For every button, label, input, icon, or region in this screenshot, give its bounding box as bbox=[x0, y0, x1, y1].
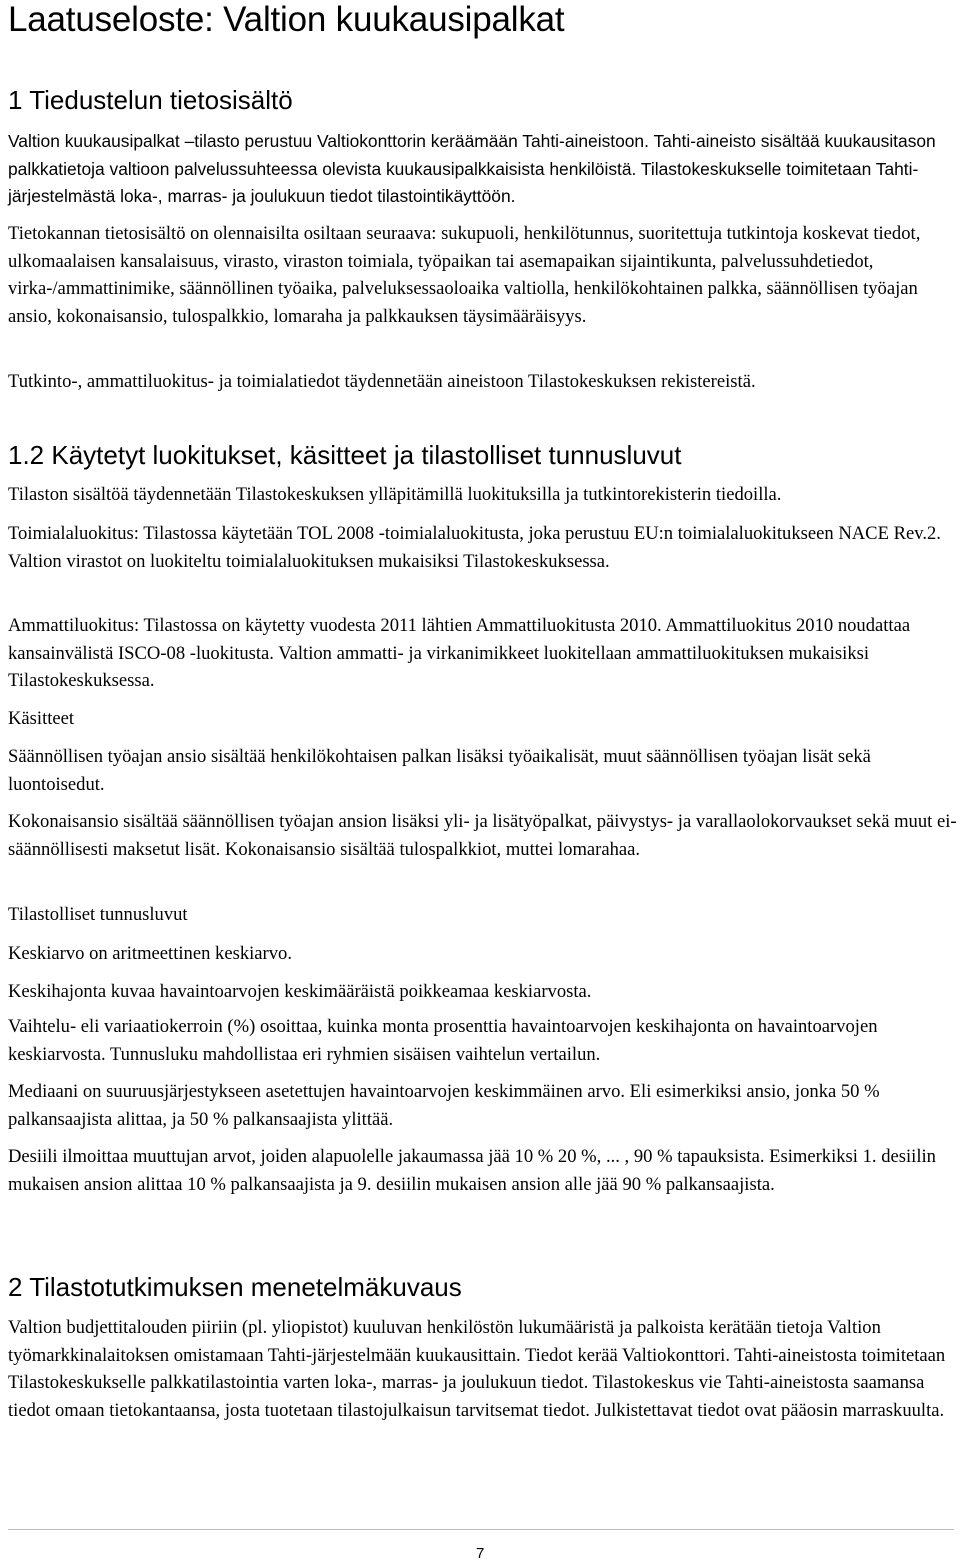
page-title: Laatuseloste: Valtion kuukausipalkat bbox=[8, 0, 565, 39]
section-1-paragraph-2: Tietokannan tietosisältö on olennaisilta osiltaan seuraava: sukupuoli, henkilötunnus, suoritettuja tutkintoja koskevat tiedot, ulkomaalaisen kansalaisuus, virasto, viraston toimiala, työpaikan tai asemapaikan sijaintikunta, palvelussuhdetiedot, virka-/ammattinimike, säännöllinen työaika, palveluksessaoloaika valtiolla, henkilökohtainen palkka, säännöllisen työajan ansio, kokonaisansio, tulospalkkio, lomaraha ja palkkauksen täysimääräisyys. bbox=[8, 223, 921, 327]
section-1-2-heading: 1.2 Käytetyt luokitukset, käsitteet ja tilastolliset tunnusluvut bbox=[8, 440, 682, 470]
section-1-2-subheading-statistics: Tilastolliset tunnusluvut bbox=[8, 904, 188, 925]
section-1-heading: 1 Tiedustelun tietosisältö bbox=[8, 85, 293, 115]
section-1-2-paragraph-5: Säännöllisen työajan ansio sisältää henkilökohtaisen palkan lisäksi työaikalisät, muut säännöllisen työajan lisät sekä luontoisedut. bbox=[8, 746, 871, 795]
section-1-2-paragraph-10: Vaihtelu- eli variaatiokerroin (%) osoittaa, kuinka monta prosenttia havaintoarvojen keskihajonta on havaintoarvojen keskiarvosta. Tunnusluku mahdollistaa eri ryhmien sisäisen vaihtelun vertailun. bbox=[8, 1016, 878, 1065]
page-number: 7 bbox=[476, 1545, 485, 1562]
section-1-2-paragraph-2: Toimialaluokitus: Tilastossa käytetään TOL 2008 -toimialaluokitusta, joka perustuu EU:n toimialaluokitukseen NACE Rev.2. Valtion virastot on luokiteltu toimialaluokituksen mukaisiksi Tilastokeskuksessa. bbox=[8, 523, 941, 572]
footer-divider bbox=[8, 1529, 954, 1530]
section-1-2-paragraph-1: Tilaston sisältöä täydennetään Tilastokeskuksen ylläpitämillä luokituksilla ja tutkintorekisterin tiedoilla. bbox=[8, 484, 782, 505]
section-2-heading: 2 Tilastotutkimuksen menetelmäkuvaus bbox=[8, 1272, 462, 1302]
section-1-2-paragraph-12: Desiili ilmoittaa muuttujan arvot, joiden alapuolelle jakaumassa jää 10 % 20 %, ... , 90 % tapauksista. Esimerkiksi 1. desiilin mukaisen ansion alittaa 10 % palkansaajista ja 9. desiilin mukaisen ansion alle jää 90 % palkansaajista. bbox=[8, 1146, 936, 1195]
section-1-paragraph-3: Tutkinto-, ammattiluokitus- ja toimialatiedot täydennetään aineistoon Tilastokeskuksen rekistereistä. bbox=[8, 371, 756, 392]
section-2-paragraph-1: Valtion budjettitalouden piiriin (pl. yliopistot) kuuluvan henkilöstön lukumääristä ja palkoista kerätään tietoja Valtion työmarkkinalaitoksen omistamaan Tahti-järjestelmään kuukausittain. Tiedot kerää Valtiokonttori. Tahti-aineistosta toimitetaan Tilastokeskukselle palkkatilastointia varten loka-, marras- ja joulukuun tiedot. Tilastokeskus vie Tahti-aineistosta saamansa tiedot omaan tietokantaansa, josta tuotetaan tilastojulkaisun tarvitsemat tiedot. Julkistettavat tiedot ovat pääosin marraskuulta. bbox=[8, 1317, 946, 1421]
section-1-2-paragraph-6: Kokonaisansio sisältää säännöllisen työajan ansion lisäksi yli- ja lisätyöpalkat, päivystys- ja varallaolokorvaukset sekä muut ei-säännöllisesti maksetut lisät. Kokonaisansio sisältää tulospalkkiot, muttei lomarahaa. bbox=[8, 811, 957, 860]
section-1-paragraph-1: Valtion kuukausipalkat –tilasto perustuu Valtiokonttorin keräämään Tahti-aineistoon. Tahti-aineisto sisältää kuukausitason palkkatietoja valtioon palvelussuhteessa olevista kuukausipalkkaisista henkilöistä. Tilastokeskukselle toimitetaan Tahti-järjestelmästä loka-, marras- ja joulukuun tiedot tilastointikäyttöön. bbox=[8, 131, 936, 206]
section-1-2-paragraph-8: Keskiarvo on aritmeettinen keskiarvo. bbox=[8, 943, 292, 964]
section-1-2-paragraph-3: Ammattiluokitus: Tilastossa on käytetty vuodesta 2011 lähtien Ammattiluokitusta 2010. Ammattiluokitus 2010 noudattaa kansainvälistä ISCO-08 -luokitusta. Valtion ammatti- ja virkanimikkeet luokitellaan ammattiluokituksen mukaisiksi Tilastokeskuksessa. bbox=[8, 615, 911, 691]
section-1-2-paragraph-9: Keskihajonta kuvaa havaintoarvojen keskimääräistä poikkeamaa keskiarvosta. bbox=[8, 981, 592, 1002]
section-1-2-subheading-concepts: Käsitteet bbox=[8, 708, 75, 729]
section-1-2-paragraph-11: Mediaani on suuruusjärjestykseen asetettujen havaintoarvojen keskimmäinen arvo. Eli esimerkiksi ansio, jonka 50 % palkansaajista alittaa, ja 50 % palkansaajista ylittää. bbox=[8, 1081, 880, 1130]
